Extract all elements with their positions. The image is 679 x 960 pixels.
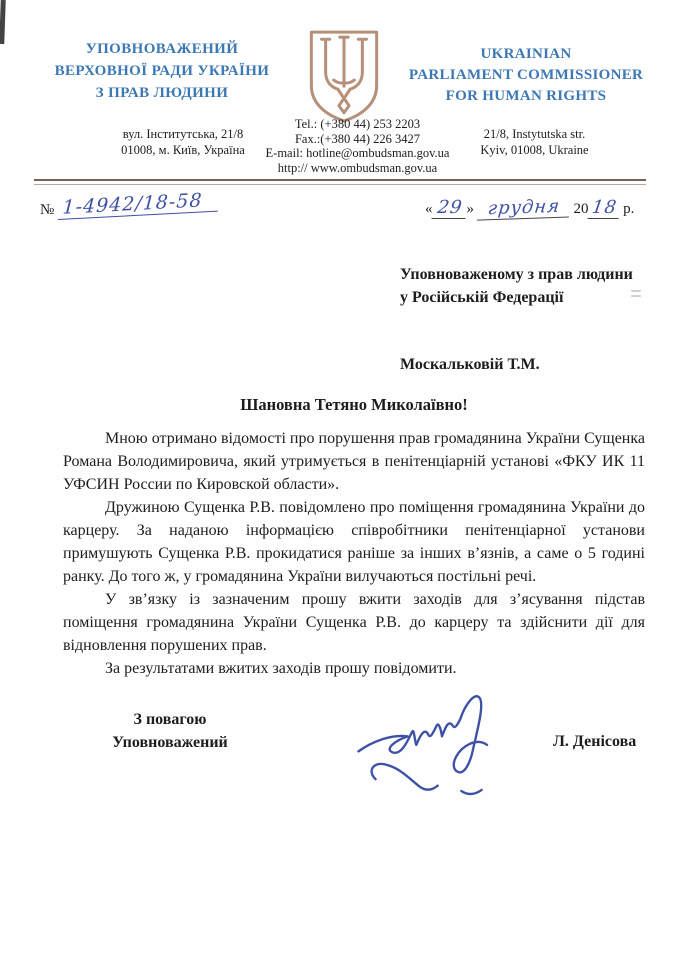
org-uk-line1: УПОВНОВАЖЕНИЙ [85, 41, 239, 57]
signoff-title: Уповноважений [112, 734, 228, 751]
paragraph-3: У зв’язку із зазначеним прошу вжити заходів для з’ясування підстав поміщення громадянина України Сущенка Р.В. до карцеру та здійснити дії для відновлення порушених прав. [63, 591, 645, 654]
reference-label: № [40, 202, 55, 218]
ukraine-trident-emblem-icon [303, 27, 385, 125]
org-en-line2: PARLIAMENT COMMISSIONER [408, 67, 644, 83]
salutation: Шановна Тетяно Миколаївно! [240, 395, 468, 414]
contact-email: E-mail: hotline@ombudsman.gov.ua [265, 146, 450, 160]
reference-number-handwritten: 1-4942/18-58 [58, 189, 219, 220]
date-suffix: р. [623, 201, 635, 217]
address-ukrainian [88, 126, 278, 158]
paragraph-4: За результатами вжитих заходів прошу повідомити. [105, 660, 457, 677]
org-en-line1: UKRAINIAN [480, 46, 572, 62]
date-open-quote: « [425, 201, 433, 217]
contact-website: http:// www.ombudsman.gov.ua [277, 160, 438, 175]
signature-ink-icon [352, 686, 502, 806]
signoff-regards: З повагою [133, 711, 207, 728]
recipient-block [400, 263, 650, 376]
contact-block [255, 117, 460, 175]
signatory-name: Л. Денісова [553, 733, 637, 750]
date-day-handwritten: 29 [431, 197, 468, 219]
recipient-name: Москальковій Т.М. [400, 356, 540, 373]
paragraph-2: Дружиною Сущенка Р.В. повідомлено про поміщення громадянина України до карцеру. За наданою інформацією співробітники пенітенціарної установи примушують Сущенка Р.В. прокидатися раніше за інших в’язнів, а саме о 5 годині ранку. До того ж, у громадянина України вилучаються постільні речі. [63, 499, 645, 585]
recipient-line1: Уповноваженому з прав людини [400, 266, 633, 283]
reference-number-row [40, 189, 218, 220]
contact-fax: Fax.:(+380 44) 226 3427 [294, 131, 421, 146]
org-name-english [392, 44, 660, 107]
org-en-line3: FOR HUMAN RIGHTS [445, 88, 607, 104]
signoff-block [95, 708, 245, 754]
org-uk-line3: З ПРАВ ЛЮДИНИ [95, 85, 229, 101]
date-century: 20 [573, 201, 589, 217]
contact-phone: Tel.: (+380 44) 253 2203 [294, 117, 421, 131]
address-english [452, 126, 617, 158]
recipient-line2: у Російській Федерації [400, 289, 564, 306]
letter-body [63, 427, 645, 680]
date-close-quote: » [466, 201, 474, 217]
address-en-line: Kyiv, 01008, Ukraine [480, 143, 589, 157]
date-month-handwritten: грудня [477, 195, 571, 220]
date-row [425, 197, 634, 219]
date-year-handwritten: 18 [587, 197, 621, 219]
address-uk-line: вул. Інститутська, 21/8 [122, 127, 244, 141]
org-uk-line2: ВЕРХОВНОЇ РАДИ УКРАЇНИ [54, 63, 270, 79]
address-uk-line: 01008, м. Київ, Україна [121, 143, 245, 157]
scan-corner-artifact [0, 0, 6, 44]
paragraph-1: Мною отримано відомості про порушення прав громадянина України Сущенка Романа Володимировича, який утримується в пенітенціарній установі «ФКУ ИК 11 УФСИН России по Кировской области». [63, 430, 645, 493]
address-en-line: 21/8, Instytutska str. [483, 127, 586, 141]
org-name-ukrainian [32, 38, 292, 104]
letterhead-divider [34, 179, 646, 185]
